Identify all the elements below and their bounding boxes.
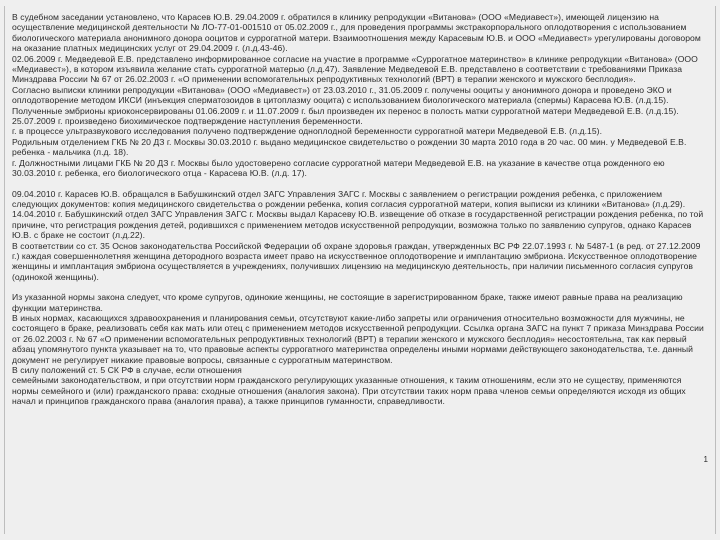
paragraph: 09.04.2010 г. Карасев Ю.В. обращался в Бабушкинский отдел ЗАГС Управления ЗАГС г. Москвы с заявлением о регистрации рождения ребенка, с приложением следующих документов: копия медицинского свидетельства о рождении ребенка, копия согласия суррогатной матери, копия выписки из клиники «Витанова» (л.д.29).	[12, 188, 686, 209]
facts-section	[12, 12, 706, 179]
registry-section	[12, 189, 706, 283]
paragraph: г. Должностными лицами ГКБ № 20 ДЗ г. Москвы было удостоверено согласие суррогатной матери Медведевой Е.В. на указание в качестве отца рожденного ею 30.03.2010 г. ребенка, его биологического отца - Карасева Ю.В. (л.д. 17).	[12, 157, 665, 179]
paragraph: В судебном заседании установлено, что Карасев Ю.В. 29.04.2009 г. обратился в клинику репродукции «Витанова» (ООО «Медиавест»), имеющей лицензию на осуществление медицинской деятельности № ЛО-77-01-001510 от 05.02.2009 г., для проведения программы экстракорпорального оплодотворения с использованием биологического материала анонимного донора ооцитов и суррогатной матери. Взаимоотношения между Карасевым Ю.В. и ООО «Медиавест» урегулированы договором на оказание платных медицинских услуг от 29.04.2009 г. (л.д.43-46).	[12, 12, 701, 54]
paragraph: семейными законодательством, и при отсутствии норм гражданского регулирующих указанные отношения, к таким отношениям, если это не существу, применяются нормы семейного и (или) гражданского права: сходные отношения (аналогия закона). При отсутствии таких норм права членов семьи определяются исходя из общих начал и принципов гражданского права (аналогия права), а также принципов гуманности, справедливости.	[12, 375, 686, 407]
paragraph: г. в процессе ультразвукового исследования получено подтверждение одноплодной беременности суррогатной матери Медведевой Е.В. (л.д.15).	[12, 126, 603, 137]
paragraph: 25.07.2009 г. произведено биохимическое подтверждение наступления беременности.	[12, 116, 363, 127]
law-section	[12, 292, 706, 406]
paragraph: Полученные эмбрионы криоконсервированы 01.06.2009 г. и 11.07.2009 г. был произведен их перенос в полость матки суррогатной матери Медведевой Е.В. (л.д.15).	[12, 105, 679, 116]
paragraph: 14.04.2010 г. Бабушкинский отдел ЗАГС Управления ЗАГС г. Москвы выдал Карасеву Ю.В. извещение об отказе в государственной регистрации рождения ребенка, по той причине, что регистрация рождения детей, родившихся с применением методов искусственной репродукции, возможна только по заявлению супругов, однако Карасев Ю.В. с браке не состоит (л.д.22).	[12, 209, 704, 241]
paragraph: Родильным отделением ГКБ № 20 ДЗ г. Москвы 30.03.2010 г. выдано медицинское свидетельство о рождении 30 марта 2010 года в 20 час. 00 мин. у Медведевой Е.В. ребенка - мальчика (л.д. 18).	[12, 136, 687, 158]
paragraph: Согласно выписки клиники репродукции «Витанова» (ООО «Медиавест») от 23.03.2010 г., 31.05.2009 г. получены ооциты у анонимного донора и проведено ЭКО и оплодотворение методом ИКСИ (инъекция сперматозоидов в цитоплазму ооцита) с использованием биологического материала (спермы) Карасева Ю.В. (л.д.15).	[12, 84, 672, 106]
page-number: 1	[703, 455, 708, 464]
paragraph: В соответствии со ст. 35 Основ законодательства Российской Федерации об охране здоровья граждан, утвержденных ВС РФ 22.07.1993 г. № 5487-1 (в ред. от 27.12.2009 г.) каждая совершеннолетняя женщина детородного возраста имеет право на искусственное оплодотворение и имплантацию эмбриона. Искусственное оплодотворение женщины и имплантация эмбриона осуществляется в учреждениях, получивших лицензию на медицинскую деятельность, при наличии письменного согласия супругов (одинокой женщины).	[12, 240, 701, 282]
paragraph: В силу положений ст. 5 СК РФ в случае, если отношения	[12, 365, 242, 375]
paragraph: 02.06.2009 г. Медведевой Е.В. представлено информированное согласие на участие в программе «Суррогатное материнство» в клинике репродукции «Витанова» (ООО «Медиавест»), в котором изъявила желание стать суррогатной матерью (л.д.47). Заявление Медведевой Е.В. представлено в соответствии с требованиями Приказа Минздрава России № 67 от 26.02.2003 г. «О применении вспомогательных репродуктивных технологий (ВРТ) в терапии женского и мужского бесплодия».	[12, 53, 698, 85]
paragraph: Из указанной нормы закона следует, что кроме супругов, одинокие женщины, не состоящие в зарегистрированном браке, также имеют равные права на реализацию функции материнства.	[12, 292, 683, 313]
right-margin-line	[715, 6, 716, 534]
left-margin-line	[4, 6, 5, 534]
paragraph: В иных нормах, касающихся здравоохранения и планирования семьи, отсутствуют какие-либо запреты или ограничения относительно возможности для мужчины, не состоящего в браке, реализовать себя как мать или отец с применением методов искусственной репродукции. Ссылка органа ЗАГС на пункт 7 приказа Минздрава России от 26.02.2003 г. № 67 «О применении вспомогательных репродуктивных технологий (ВРТ) в терапии женского и мужского бесплодия» несостоятельна, так как первый абзац упомянутого пункта указывает на то, что правовые аспекты суррогатного материнства определены иными нормами действующего законодательства, т.е. данный документ не регулирует никакие правовые вопросы, связанные с суррогатным материнством.	[12, 312, 704, 365]
